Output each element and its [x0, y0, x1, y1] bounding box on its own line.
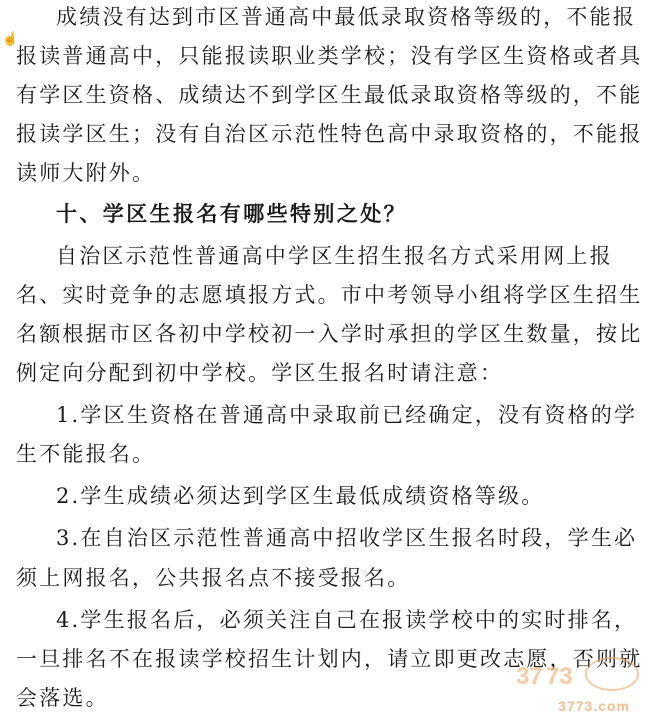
paragraph-line: 读师大附外。 [16, 161, 156, 185]
list-item-1-continued: 生不能报名。 [16, 442, 156, 466]
paragraph-line: 有学区生资格、成绩达不到学区生最低录取资格等级的，不能 [16, 83, 643, 107]
watermark-url: 3773.com [558, 698, 630, 714]
paragraph-line: 例定向分配到初中学校。学区生报名时请注意： [16, 361, 504, 385]
list-item-1: 1.学区生资格在普通高中录取前已经确定，没有资格的学 [56, 403, 638, 427]
paragraph-line: 名、实时竞争的志愿填报方式。市中考领导小组将学区生招生 [16, 283, 643, 307]
section-heading: 十、学区生报名有哪些特别之处？ [56, 201, 407, 226]
list-item-3-continued: 须上网报名，公共报名点不接受报名。 [16, 566, 411, 590]
list-item-4: 4.学生报名后，必须关注自己在报读学校中的实时排名， [56, 608, 638, 632]
paragraph-line: 报读学区生；没有自治区示范性特色高中录取资格的，不能报 [16, 122, 643, 146]
svg-text:73: 73 [546, 663, 573, 690]
list-item-2: 2.学生成绩必须达到学区生最低成绩资格等级。 [56, 484, 545, 508]
list-item-4-continued: 一旦排名不在报读学校招生计划内，请立即更改志愿，否则就 [16, 647, 643, 671]
site-watermark [508, 654, 646, 714]
paragraph-line: 成绩没有达到市区普通高中最低录取资格等级的，不能报 [56, 5, 636, 29]
list-item-3: 3.在自治区示范性普通高中招收学区生报名时段，学生必 [56, 526, 638, 550]
list-item-4-end: 会落选。 [16, 686, 109, 710]
hand-cursor-icon: ☝ [2, 32, 19, 47]
paragraph-line: 自治区示范性普通高中学区生招生报名方式采用网上报 [56, 244, 613, 268]
paragraph-line: 报读普通高中，只能报读职业类学校；没有学区生资格或者具 [16, 44, 643, 68]
paragraph-line: 名额根据市区各初中学校初一入学时承担的学区生数量，按比 [16, 322, 643, 346]
svg-text:37: 37 [516, 663, 543, 690]
watermark-logo-icon [508, 654, 646, 698]
